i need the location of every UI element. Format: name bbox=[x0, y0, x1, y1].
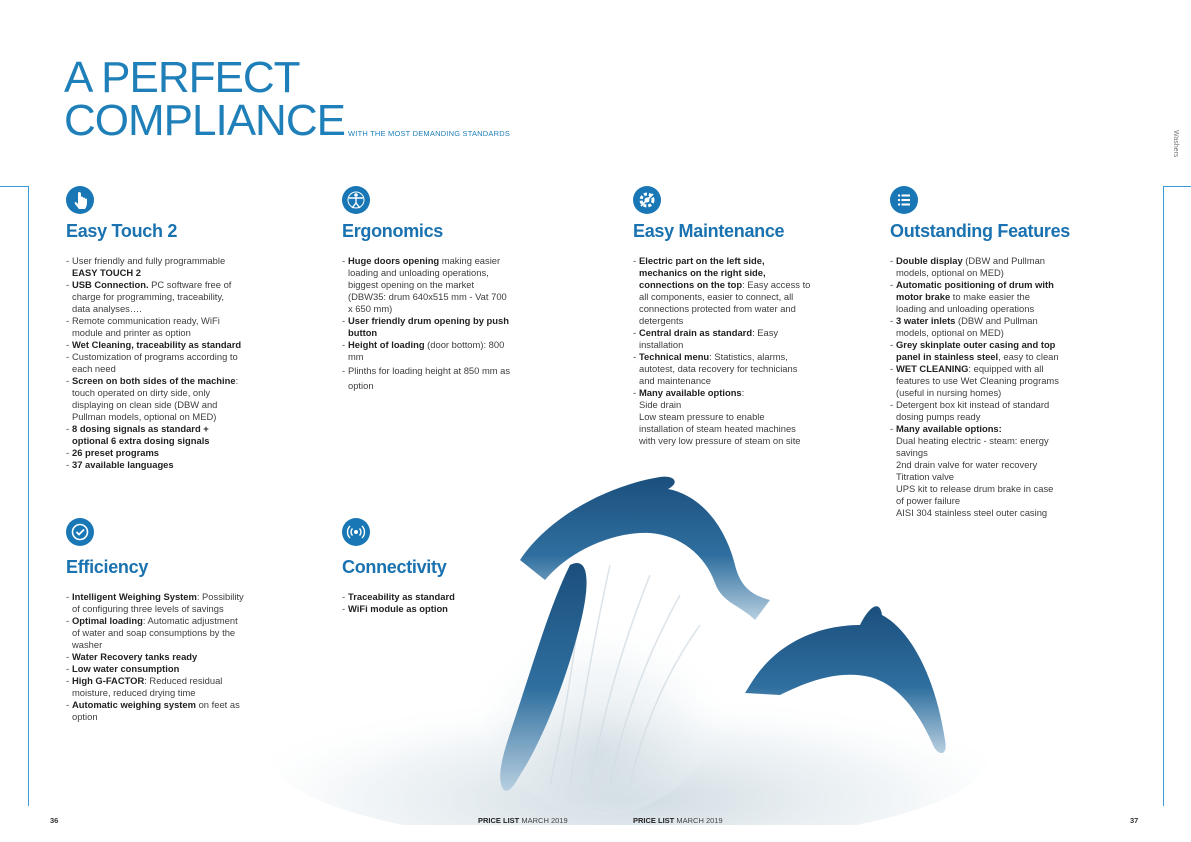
list-ergonomics bbox=[342, 255, 512, 393]
list-item: - Wet Cleaning, traceability as standard bbox=[66, 339, 244, 351]
list-easy-maintenance bbox=[633, 255, 811, 447]
touch-icon bbox=[66, 186, 94, 214]
list-item: - Detergent box kit instead of standard dosing pumps ready bbox=[890, 399, 1062, 423]
list-item: - Water Recovery tanks ready bbox=[66, 651, 244, 663]
list-item: - Remote communication ready, WiFi module and printer as option bbox=[66, 315, 244, 339]
page-subtitle: WITH THE MOST DEMANDING STANDARDS bbox=[348, 129, 511, 138]
heading-outstanding-features: Outstanding Features bbox=[890, 221, 1071, 241]
page-number-right: 37 bbox=[1130, 816, 1139, 825]
list-item: - Height of loading (door bottom): 800 mm bbox=[342, 339, 512, 363]
right-edge-vertical bbox=[1163, 186, 1164, 806]
list-easy-touch bbox=[66, 255, 244, 471]
list-connectivity bbox=[342, 591, 512, 615]
heading-ergonomics: Ergonomics bbox=[342, 221, 444, 241]
list-item: - 26 preset programs bbox=[66, 447, 244, 459]
vitruvian-man-icon bbox=[342, 186, 370, 214]
list-item: - 3 water inlets (DBW and Pullman models, optional on MED) bbox=[890, 315, 1062, 339]
list-item: - Screen on both sides of the machine: touch operated on dirty side, only displaying on clean side (DBW and Pullman models, optional on MED) bbox=[66, 375, 244, 423]
check-circle-icon bbox=[66, 518, 94, 546]
heading-connectivity: Connectivity bbox=[342, 557, 447, 577]
heading-efficiency: Efficiency bbox=[66, 557, 149, 577]
gear-wrench-icon bbox=[633, 186, 661, 214]
page-number-left: 36 bbox=[50, 816, 59, 825]
list-item: - Automatic positioning of drum with motor brake to make easier the loading and unloading operations bbox=[890, 279, 1062, 315]
list-item: - WET CLEANING: equipped with all features to use Wet Cleaning programs (useful in nursing homes) bbox=[890, 363, 1062, 399]
list-item: - Double display (DBW and Pullman models, optional on MED) bbox=[890, 255, 1062, 279]
left-edge-vertical bbox=[28, 186, 29, 806]
footer-price-list-left: PRICE LIST MARCH 2019 bbox=[478, 816, 568, 825]
list-item: - Huge doors opening making easier loading and unloading operations, biggest opening on the market (DBW35: drum 640x515 mm - Vat 700 x 650 mm) bbox=[342, 255, 512, 315]
list-item: - Central drain as standard: Easy installation bbox=[633, 327, 811, 351]
list-item: - Automatic weighing system on feet as option bbox=[66, 699, 244, 723]
list-item: - Many available options: Dual heating electric - steam: energy savings 2nd drain valve for water recovery Titration valve UPS kit to release drum brake in case of power failure AISI 304 stainless steel outer casing bbox=[890, 423, 1062, 519]
list-item: - Low water consumption bbox=[66, 663, 244, 675]
list-item: - 8 dosing signals as standard + optional 6 extra dosing signals bbox=[66, 423, 244, 447]
page-title-line1: A PERFECT bbox=[64, 53, 300, 102]
list-item: - Intelligent Weighing System: Possibility of configuring three levels of savings bbox=[66, 591, 244, 615]
list-item: - Customization of programs according to each need bbox=[66, 351, 244, 375]
side-tag: Washers bbox=[1172, 130, 1179, 158]
list-item: - Many available options: Side drain Low steam pressure to enable installation of steam heated machines with very low pressure of steam on site bbox=[633, 387, 811, 447]
list-item: - Technical menu: Statistics, alarms, autotest, data recovery for technicians and maintenance bbox=[633, 351, 811, 387]
list-icon bbox=[890, 186, 918, 214]
list-item: - WiFi module as option bbox=[342, 603, 512, 615]
footer-price-list-right: PRICE LIST MARCH 2019 bbox=[633, 816, 723, 825]
left-edge-marker bbox=[0, 186, 28, 187]
right-edge-marker bbox=[1163, 186, 1191, 187]
list-item: - Plinths for loading height at 850 mm as option bbox=[342, 363, 512, 393]
list-item: - 37 available languages bbox=[66, 459, 244, 471]
list-item: - User friendly and fully programmable EASY TOUCH 2 bbox=[66, 255, 244, 279]
list-item: - High G-FACTOR: Reduced residual moisture, reduced drying time bbox=[66, 675, 244, 699]
list-item: - Electric part on the left side, mechanics on the right side, connections on the top: Easy access to all components, easier to connect, all connections protected from water and detergents bbox=[633, 255, 811, 327]
list-item: - Grey skinplate outer casing and top panel in stainless steel, easy to clean bbox=[890, 339, 1062, 363]
list-efficiency bbox=[66, 591, 244, 723]
heading-easy-touch: Easy Touch 2 bbox=[66, 221, 178, 241]
list-outstanding-features bbox=[890, 255, 1062, 519]
list-item: - USB Connection. PC software free of charge for programming, traceability, data analyses…. bbox=[66, 279, 244, 315]
heading-easy-maintenance: Easy Maintenance bbox=[633, 221, 785, 241]
dolphins-illustration bbox=[270, 455, 990, 825]
page-title-line2: COMPLIANCE bbox=[64, 96, 345, 145]
list-item: - Traceability as standard bbox=[342, 591, 512, 603]
list-item: - User friendly drum opening by push button bbox=[342, 315, 512, 339]
wireless-signal-icon bbox=[342, 518, 370, 546]
list-item: - Optimal loading: Automatic adjustment of water and soap consumptions by the washer bbox=[66, 615, 244, 651]
